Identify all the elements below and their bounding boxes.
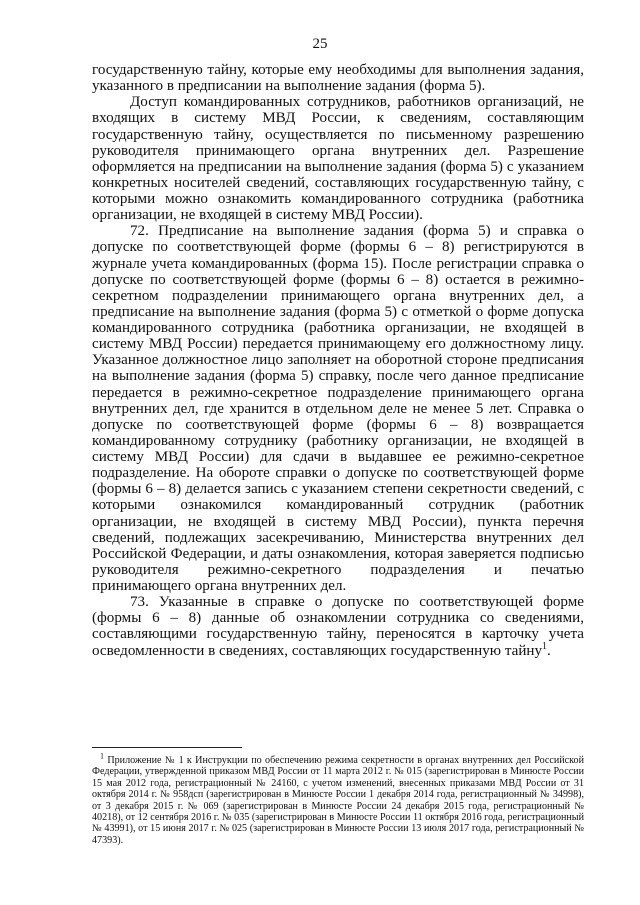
footnote-separator (92, 747, 242, 748)
paragraph-72: 72. Предписание на выполнение задания (форма 5) и справка о допуске по соответствующей форме (формы 6 – 8) регистрируются в журнале учета командированных (форма 15). После регистрации справка о допуске по соответствующей форме (формы 6 – 8) остается в режимно-секретном подразделении принимающего органа внутренних дел, а предписание на выполнение задания (форма 5) с отметкой о форме допуска командированного сотрудника (работника организации, не входящей в систему МВД России) передается принимающему его должностному лицу. Указанное должностное лицо заполняет на оборотной стороне предписания на выполнение задания (форма 5) справку, после чего данное предписание передается в режимно-секретное подразделение принимающего органа внутренних дел, где хранится в отдельном деле не менее 5 лет. Справка о допуске по соответствующей форме (формы 6 – 8) возвращается командированному сотруднику (работнику организации, не входящей в систему МВД России) для сдачи в выдавшее ее режимно-секретное подразделение. На обороте справки о допуске по соответствующей форме (формы 6 – 8) делается запись с указанием степени секретности сведений, с которыми ознакомился командированный сотрудник (работник организации, не входящей в систему МВД России), пункта перечня сведений, подлежащих засекречиванию, Министерства внутренних дел Российской Федерации, и даты ознакомления, которая заверяется подписью руководителя режимно-секретного подразделения и печатью принимающего органа внутренних дел. (92, 223, 584, 594)
footnote-paragraph (92, 751, 584, 846)
footnote (92, 751, 584, 846)
paragraph-continuation: государственную тайну, которые ему необходимы для выполнения задания, указанного в предписании на выполнение задания (форма 5). (92, 62, 584, 95)
page-number: 25 (312, 36, 328, 52)
body-text (92, 62, 584, 659)
footnote-reference[interactable]: 1 (542, 640, 548, 652)
paragraph-73 (92, 594, 584, 659)
paragraph-73-end: . (547, 642, 551, 659)
footnote-mark: 1 (100, 751, 104, 761)
paragraph-access: Доступ командированных сотрудников, работников организаций, не входящих в систему МВД России, к сведениям, составляющим государственную тайну, осуществляется по письменному разрешению руководителя принимающего органа внутренних дел. Разрешение оформляется на предписании на выполнение задания (форма 5) с указанием конкретных носителей сведений, составляющих государственную тайну, с которыми можно ознакомить командированного сотрудника (работника организации, не входящей в систему МВД России). (92, 94, 584, 224)
footnote-text: Приложение № 1 к Инструкции по обеспечению режима секретности в органах внутренних дел Российской Федерации, утвержденной приказом МВД России от 11 марта 2012 г. № 015 (зарегистрирован в Минюсте России 15 мая 2012 года, регистрационный № 24160, с учетом изменений, внесенных приказами МВД России от 31 октября 2014 г. № 958дсп (зарегистрирован в Минюсте России 1 декабря 2014 года, регистрационный № 34998), от 3 декабря 2015 г. № 069 (зарегистрирован в Минюсте России 24 декабря 2015 года, регистрационный № 40218), от 12 сентября 2016 г. № 035 (зарегистрирован в Минюсте России 11 октября 2016 года, регистрационный № 43991), от 15 июня 2017 г. № 025 (зарегистрирован в Минюсте России 13 июля 2017 года, регистрационный № 47393). (92, 755, 584, 846)
paragraph-73-text: 73. Указанные в справке о допуске по соответствующей форме (формы 6 – 8) данные об ознакомлении сотрудника со сведениями, составляющими государственную тайну, переносятся в карточку учета осведомленности в сведениях, составляющих государственную тайну (92, 594, 584, 659)
